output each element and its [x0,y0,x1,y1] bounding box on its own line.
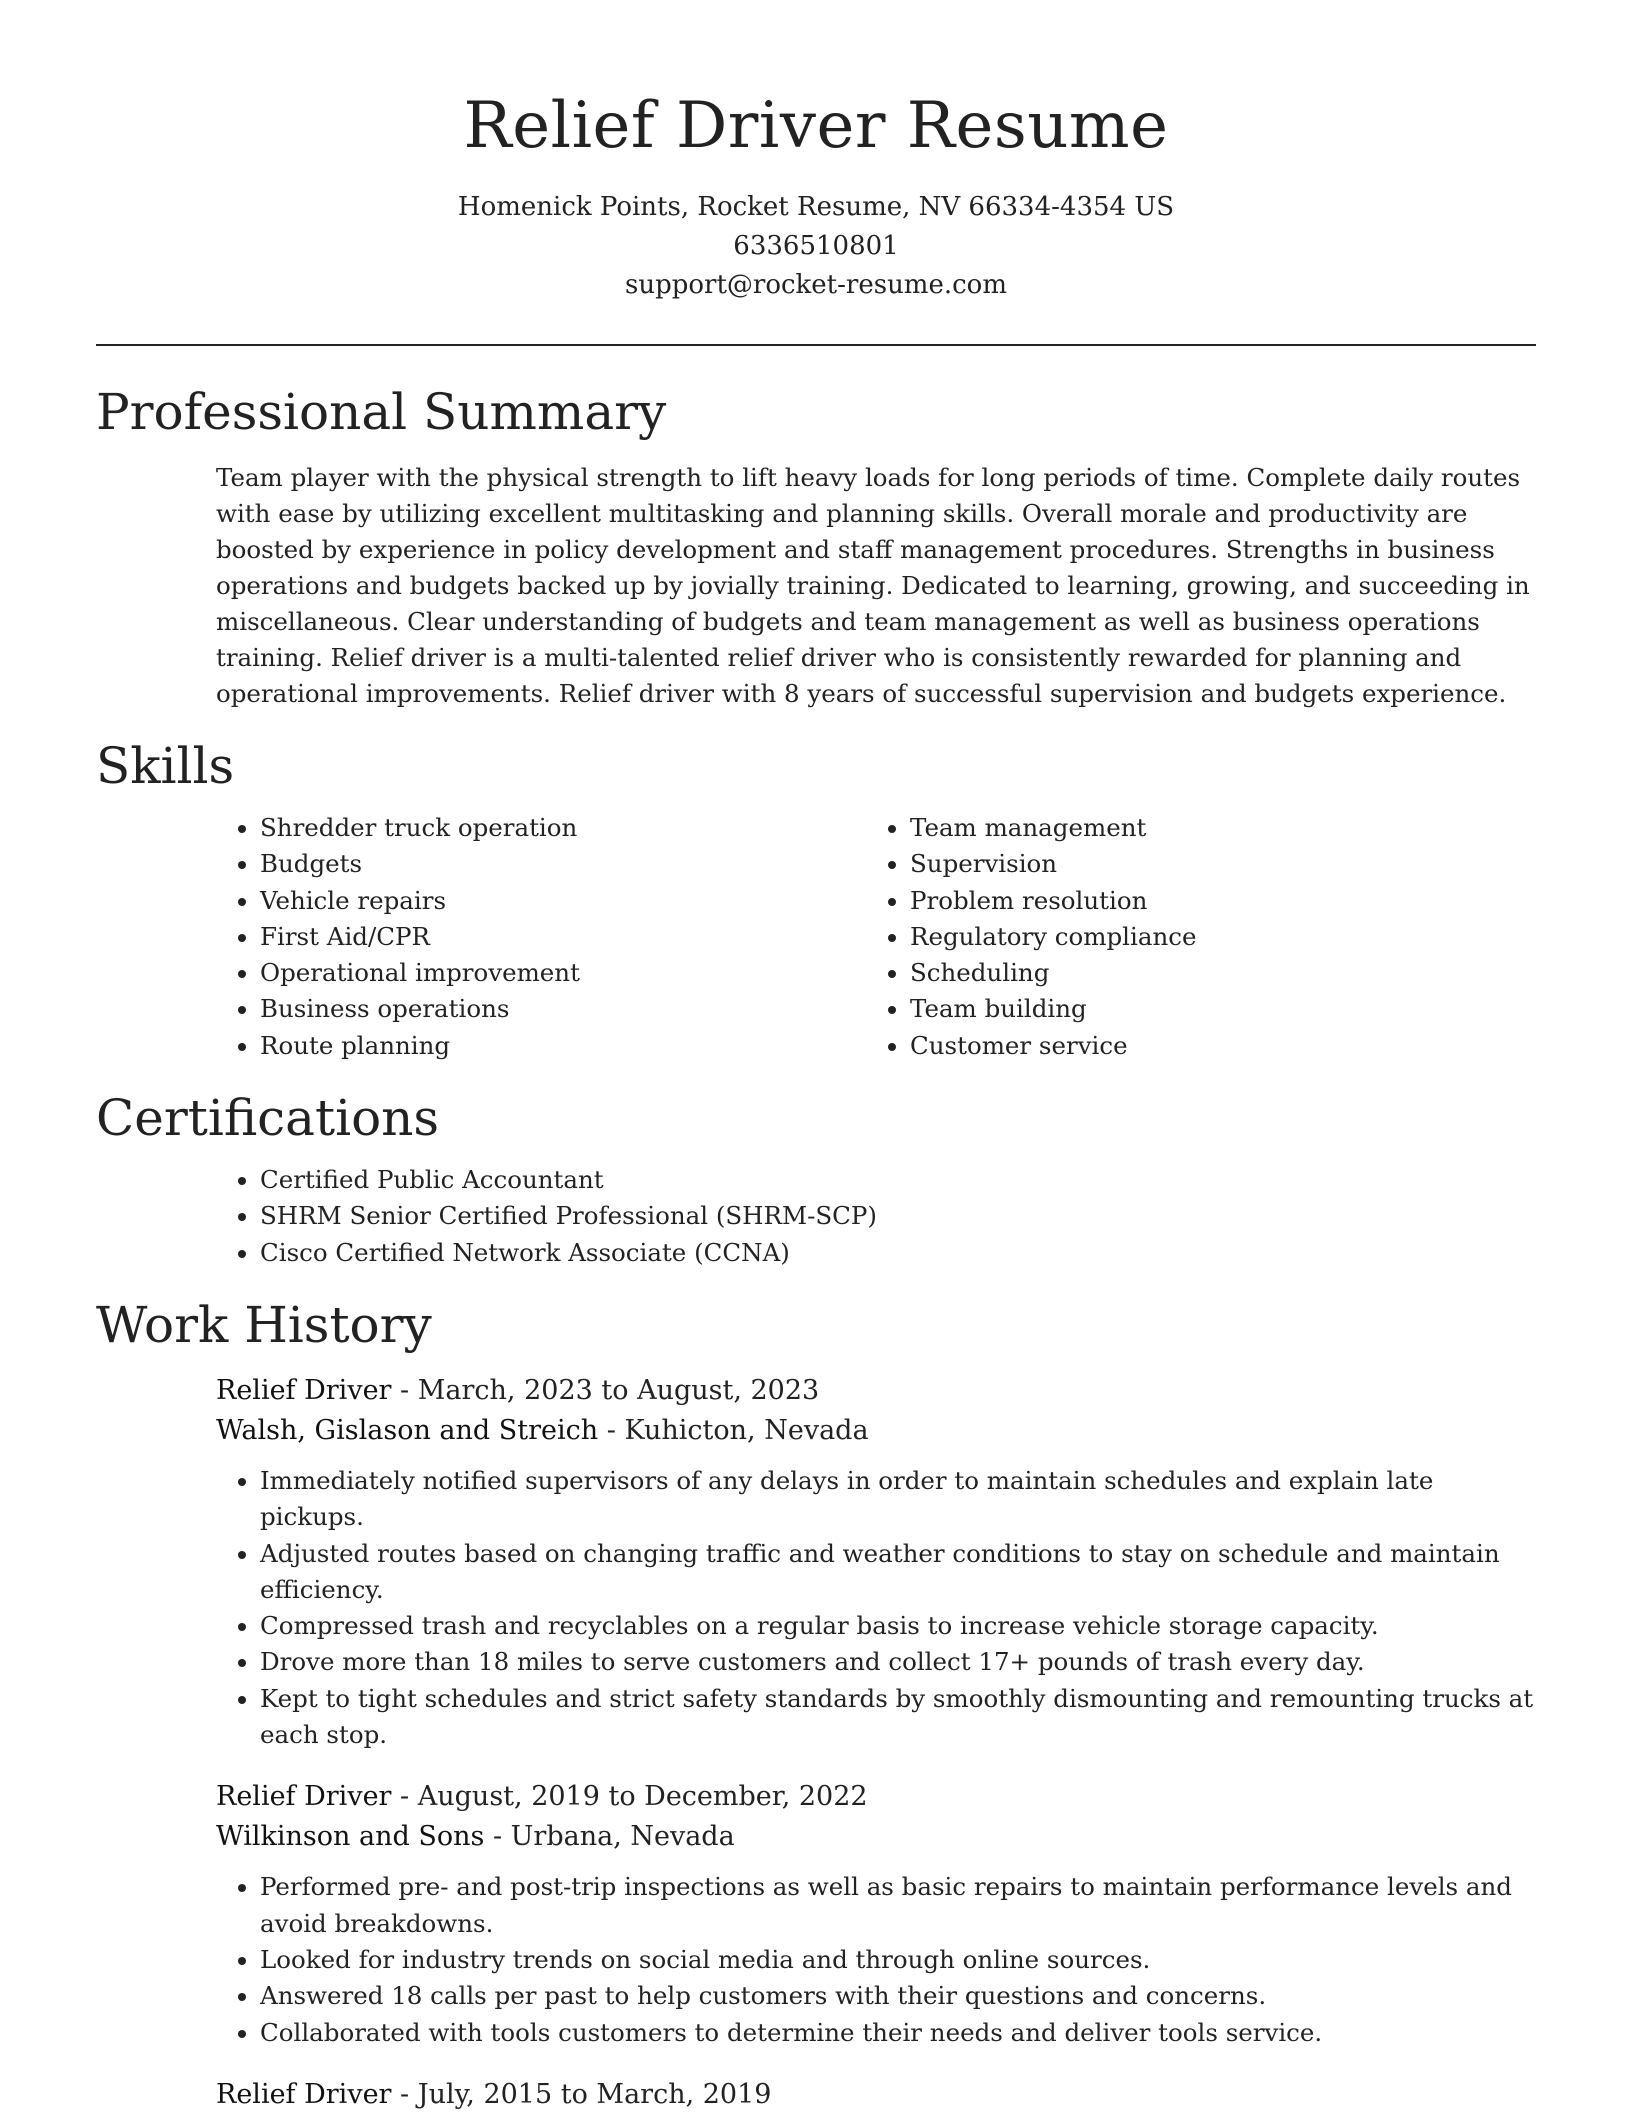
work-history-heading: Work History [96,1295,432,1354]
job-dates: - March, 2023 to August, 2023 [391,1374,820,1406]
certifications-heading: Certifications [96,1089,440,1148]
skill-item: • Problem resolution [910,883,1516,919]
email-text: support@rocket-resume.com [624,270,1007,300]
job-entry [216,1777,1536,2050]
resume-header [96,0,1536,305]
skill-item: • Route planning [260,1028,866,1064]
skill-item: • Shredder truck operation [260,810,866,846]
job-role: Relief Driver [216,1374,392,1406]
job-company: Wilkinson and Sons [216,1821,485,1853]
job-role: Relief Driver [216,1781,392,1813]
job-bullet: • Answered 18 calls per past to help customers with their questions and concerns. [260,1978,1536,2014]
certifications-section [216,1162,1536,1271]
skills-list-left [216,810,866,1064]
skill-item: • Team management [910,810,1516,846]
job-role: Relief Driver [216,2078,392,2110]
skills-column-left [216,810,866,1064]
job-entry [216,2075,1536,2112]
skill-item: • Supervision [910,846,1516,882]
certification-item: • SHRM Senior Certified Professional (SHRM-SCP) [260,1198,1536,1234]
skills-list-right [866,810,1516,1064]
job-company: Walsh, Gislason and Streich [216,1414,599,1446]
skill-item: • Budgets [260,846,866,882]
contact-info [96,188,1536,305]
phone-text: 6336510801 [733,231,899,261]
job-bullets [216,1463,1536,1753]
skill-item: • Operational improvement [260,955,866,991]
skill-item: • Business operations [260,991,866,1027]
job-bullet: • Drove more than 18 miles to serve customers and collect 17+ pounds of trash every day. [260,1644,1536,1680]
resume-page [96,0,1536,2112]
job-dates: - August, 2019 to December, 2022 [391,1781,868,1813]
address-text: Homenick Points, Rocket Resume, NV 66334-4354 US [457,192,1175,222]
skills-column-right [866,810,1516,1064]
skill-item: • Scheduling [910,955,1516,991]
job-location: - Kuhicton, Nevada [598,1414,869,1446]
certification-item: • Cisco Certified Network Associate (CCNA) [260,1235,1536,1271]
job-bullets [216,1869,1536,2050]
certifications-list [216,1162,1536,1271]
header-divider [96,344,1536,346]
job-bullet: • Immediately notified supervisors of any delays in order to maintain schedules and explain late pickups. [260,1463,1536,1536]
skill-item: • Vehicle repairs [260,883,866,919]
job-bullet: • Compressed trash and recyclables on a regular basis to increase vehicle storage capacity. [260,1608,1536,1644]
skills-grid [216,810,1536,1064]
job-role-line [216,2075,1536,2112]
job-bullet: • Collaborated with tools customers to determine their needs and deliver tools service. [260,2015,1536,2051]
summary-paragraph: Team player with the physical strength to lift heavy loads for long periods of time. Complete daily routes with ease by utilizing excellent multitasking and planning skills. Overall morale and productivity are boosted by experience in policy development and staff management procedures. Strengths in business operations and budgets backed up by jovially training. Dedicated to learning, growing, and succeeding in miscellaneous. Clear understanding of budgets and team management as well as business operations training. Relief driver is a multi-talented relief driver who is consistently rewarded for planning and operational improvements. Relief driver with 8 years of successful supervision and budgets experience. [216,463,1530,708]
job-bullet: • Performed pre- and post-trip inspections as well as basic repairs to maintain performance levels and avoid breakdowns. [260,1869,1536,1942]
skill-item: • Team building [910,991,1516,1027]
job-entry [216,1371,1536,1753]
job-location: - Urbana, Nevada [484,1821,735,1853]
job-bullet: • Looked for industry trends on social media and through online sources. [260,1942,1536,1978]
job-bullet: • Kept to tight schedules and strict safety standards by smoothly dismounting and remounting trucks at each stop. [260,1681,1536,1754]
skill-item: • First Aid/CPR [260,919,866,955]
skills-heading: Skills [96,737,235,795]
job-company-line [216,1817,1536,1857]
certification-item: • Certified Public Accountant [260,1162,1536,1198]
resume-title: Relief Driver Resume [463,89,1169,163]
skill-item: • Customer service [910,1028,1516,1064]
job-role-line [216,1777,1536,1817]
job-dates: - July, 2015 to March, 2019 [391,2078,772,2110]
job-bullet: • Adjusted routes based on changing traffic and weather conditions to stay on schedule and maintain efficiency. [260,1536,1536,1609]
skill-item: • Regulatory compliance [910,919,1516,955]
summary-heading: Professional Summary [96,383,667,441]
job-role-line [216,1371,1536,1411]
job-company-line [216,1411,1536,1451]
